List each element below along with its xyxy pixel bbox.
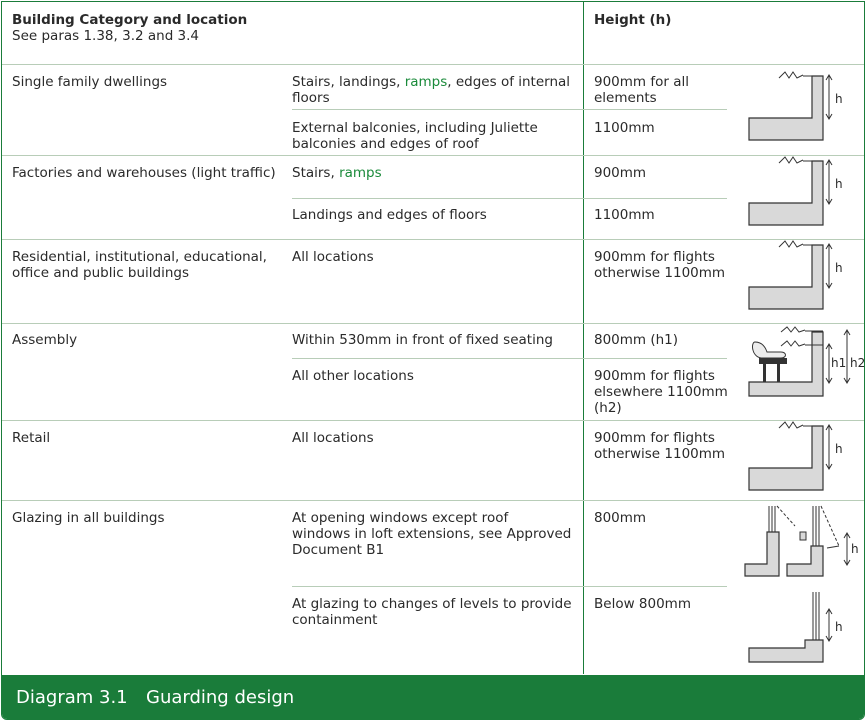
- height-value: 900mm for all: [594, 74, 689, 90]
- height-value: 900mm for flights: [594, 368, 715, 384]
- location-fixed-seating: Within 530mm in front of fixed seating: [292, 332, 553, 348]
- location-landings-edges: Landings and edges of floors: [292, 207, 487, 223]
- height-label: h: [835, 177, 843, 191]
- category-assembly: Assembly: [12, 332, 78, 348]
- subrow-divider: [292, 358, 727, 359]
- location-all: All locations: [292, 249, 374, 265]
- height-label: h: [851, 542, 859, 556]
- location-stairs-landings: Stairs, landings, ramps, edges of internal: [292, 74, 571, 90]
- subrow-divider: [292, 586, 727, 587]
- diagram-title: Guarding design: [146, 687, 295, 708]
- height-header: Height (h): [594, 12, 672, 28]
- row-divider: [2, 64, 864, 65]
- height-value-line2: elsewhere 1100mm: [594, 384, 728, 400]
- glazing-containment-diagram: [747, 590, 847, 664]
- diagram-number: Diagram 3.1: [16, 687, 128, 708]
- seat-icon: [753, 342, 787, 382]
- guard-height-diagram: [747, 155, 847, 227]
- height-label: h: [835, 620, 843, 634]
- category-glazing: Glazing in all buildings: [12, 510, 165, 526]
- location-external-balconies-line2: balconies and edges of roof: [292, 136, 479, 152]
- height-value: Below 800mm: [594, 596, 691, 612]
- height-value: 1100mm: [594, 120, 655, 136]
- row-divider: [2, 420, 864, 421]
- h1-label: h1: [831, 356, 847, 370]
- row-divider: [2, 323, 864, 324]
- location-all: All locations: [292, 430, 374, 446]
- location-opening-windows-line2: windows in loft extensions, see Approved: [292, 526, 572, 542]
- location-opening-windows-line3: Document B1: [292, 542, 385, 558]
- location-external-balconies: External balconies, including Juliette: [292, 120, 538, 136]
- h2-label: h2: [850, 356, 866, 370]
- height-value: 800mm (h1): [594, 332, 679, 348]
- opening-window-diagram: [743, 502, 863, 578]
- height-label: h: [835, 261, 843, 275]
- column-divider: [583, 2, 584, 674]
- height-value-line2: elements: [594, 90, 657, 106]
- guard-height-diagram: [747, 420, 847, 492]
- category-retail: Retail: [12, 430, 51, 446]
- height-value: 900mm for flights: [594, 430, 715, 446]
- height-value-line2: otherwise 1100mm: [594, 446, 726, 462]
- height-value: 900mm: [594, 165, 647, 181]
- row-divider: [2, 239, 864, 240]
- category-single-family: Single family dwellings: [12, 74, 168, 90]
- category-residential-line2: office and public buildings: [12, 265, 190, 281]
- height-value: 900mm for flights: [594, 249, 715, 265]
- height-value: 1100mm: [594, 207, 655, 223]
- category-residential: Residential, institutional, educational,: [12, 249, 267, 265]
- guard-height-diagram: [747, 239, 847, 311]
- height-value: 800mm: [594, 510, 647, 526]
- subrow-divider: [292, 198, 727, 199]
- guarding-design-table: [1, 1, 865, 720]
- height-value-line2: otherwise 1100mm: [594, 265, 726, 281]
- category-subheader: See paras 1.38, 3.2 and 3.4: [12, 28, 200, 44]
- subrow-divider: [292, 109, 727, 110]
- ramps-link[interactable]: ramps: [339, 165, 382, 181]
- diagram-caption-bar: [2, 675, 865, 720]
- ramps-link[interactable]: ramps: [404, 74, 448, 90]
- height-label: h: [835, 442, 843, 456]
- guard-height-diagram: [747, 70, 847, 142]
- location-stairs-ramps: Stairs, ramps: [292, 165, 382, 181]
- row-divider: [2, 155, 864, 156]
- location-all-other: All other locations: [292, 368, 414, 384]
- category-factories: Factories and warehouses (light traffic): [12, 165, 276, 181]
- assembly-guard-diagram: [747, 326, 865, 398]
- location-glazing-containment-line2: containment: [292, 612, 378, 628]
- category-header: Building Category and location: [12, 12, 248, 28]
- height-label: h: [835, 92, 843, 106]
- location-opening-windows: At opening windows except roof: [292, 510, 509, 526]
- location-glazing-containment: At glazing to changes of levels to provide: [292, 596, 572, 612]
- height-value-line3: (h2): [594, 400, 622, 416]
- location-stairs-landings-line2: floors: [292, 90, 330, 106]
- row-divider: [2, 500, 864, 501]
